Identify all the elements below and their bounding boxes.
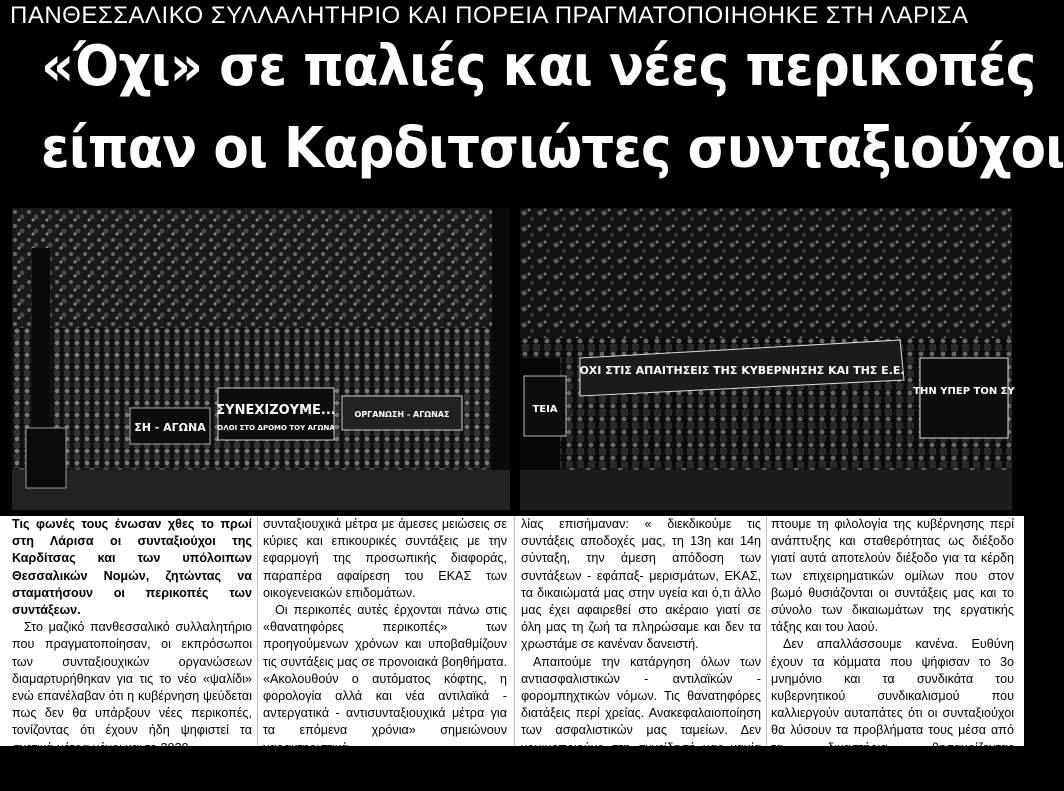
svg-text:ΣΗ - ΑΓΩΝΑ: ΣΗ - ΑΓΩΝΑ xyxy=(134,421,206,434)
article-paragraph: Οι περικοπές αυτές έρχονται πάνω στις «θανατηφόρες περικοπές» των προηγούμενων χρόνων και υποβαθμίζουν τις συντάξεις μας σε προνοιακά βοηθήματα. «Ακολουθούν ο αυτόματος κόφτης, η φορολογία αλλά και νέα αντιλαϊκά - αντεργατικά - αντισυνταξιουχικά μέτρα για τα επόμενα χρόνια» σημειώνουν χαρακτηριστικά. xyxy=(263,603,507,755)
column-divider xyxy=(257,516,258,746)
svg-text:ΟΛΟΙ ΣΤΟ ΔΡΟΜΟ ΤΟΥ ΑΓΩΝΑ: ΟΛΟΙ ΣΤΟ ΔΡΟΜΟ ΤΟΥ ΑΓΩΝΑ xyxy=(217,424,335,432)
photo-right-march xyxy=(520,208,1015,510)
banner-right-sign xyxy=(913,358,1015,438)
article-lead: Τις φωνές τους ένωσαν χθες το πρωί στη Λάρισα οι συνταξιούχοι της Καρδίτσας και των υπόλοιπων Θεσσαλικών Νομών, ζητώντας να σταματήσουν οι περικοπές των συντάξεων. xyxy=(12,517,252,618)
article-paragraph: Δεν απαλλάσσουμε κανένα. Ευθύνη έχουν τα κόμματα που ψήφισαν το 3ο μνημόνιο και τα συνδικάτα του κυβερνητικού συνδικαλισμού που καλλιεργούν αυταπάτες ότι οι συνταξιούχοι θα λύσουν τα προβλήματα τους μέσα από τα δικαστήρια θησαυρίζοντας μεγαλοδικηγορικά γραφεία απαλλάσσοντας την κυβέρνηση». xyxy=(771,637,1014,790)
kicker-heading: ΠΑΝΘΕΣΣΑΛΙΚΟ ΣΥΛΛΑΛΗΤΗΡΙΟ ΚΑΙ ΠΟΡΕΙΑ ΠΡΑΓΜΑΤΟΠΟΙΗΘΗΚΕ ΣΤΗ ΛΑΡΙΣΑ xyxy=(10,2,969,29)
article-column-4 xyxy=(771,516,1014,790)
banner-sh-agona xyxy=(130,408,210,444)
svg-text:ΟΧΙ ΣΤΙΣ ΑΠΑΙΤΗΣΕΙΣ ΤΗΣ ΚΥΒΕΡΝ: ΟΧΙ ΣΤΙΣ ΑΠΑΙΤΗΣΕΙΣ ΤΗΣ ΚΥΒΕΡΝΗΣΗΣ ΚΑΙ ΤΗΣ Ε.Ε. xyxy=(579,364,905,377)
article-paragraph: λίας επισήμαναν: « διεκδικούμε τις συντάξεις αποδοχές μας, τη 13η και 14η σύνταξη, την άμεση απόδοση των συντάξεων - εφάπαξ- μερισμάτων, ΕΚΑΣ, τα δικαιώματά μας στην υγεία και ό,τι άλλο μας έχει αφαιρεθεί στο ακέραιο γιατί σε όλη μας τη ζωή τα πληρώσαμε και δεν τα χρωστάμε σε κανέναν δανειστή. xyxy=(521,517,761,652)
column-divider xyxy=(766,516,767,746)
article-paragraph: συνταξιουχικά μέτρα με άμεσες μειώσεις σε κύριες και επικουρικές συντάξεις με την εφαρμογή της προσωπικής διαφοράς, παραπέρα αφαίρεση του ΕΚΑΣ των οικογενειακών επιδομάτων. xyxy=(263,517,507,600)
banner-synexizoume xyxy=(216,388,335,440)
svg-text:ΤΕΙΑ: ΤΕΙΑ xyxy=(532,404,558,415)
article-column-3 xyxy=(521,516,761,772)
headline-line-2: είπαν οι Καρδιτσιώτες συνταξιούχοι xyxy=(40,116,1064,181)
article-paragraph: πτουμε τη φιλολογία της κυβέρνησης περί ανάπτυξης και σταθερότητας ως διέξοδο γιατί αυτά αποτελούν διέξοδο για τα κέρδη των επιχειρηματικών ομίλων που στον βωμό θυσιάζονται οι συντάξεις μας και το σύνολο των δικαιωμάτων της εργατικής τάξης και του λαού. xyxy=(771,517,1014,635)
article-paragraph: Οι συνταξιούχοι επισημαίνουν πως η κυβέρνηση βάζει σε εφαρμογή τα νέα αντι- xyxy=(12,757,252,790)
photo-left-graphic xyxy=(12,208,510,510)
article-column-1 xyxy=(12,516,252,790)
column-divider xyxy=(514,516,515,746)
banner-organosi xyxy=(342,396,462,430)
article-paragraph: Στο μαζικό πανθεσσαλικό συλλαλητήριο που πραγματοποίησαν, οι εκπρόσωποι των συνταξιουχικών οργανώσεων διαμαρτυρήθηκαν για τις το νέο «ψαλίδι» ενώ επανέλαβαν ότι η κυβέρνηση ψεύδεται πως δεν θα υπάρξουν νέες περικοπές, τονίζοντας ότι έχουν ήδη ψηφιστεί τα σχετικά μέτρα μέχρι και το 2020. xyxy=(12,620,252,755)
svg-text:ΣΥΝΕΧΙΖΟΥΜΕ...: ΣΥΝΕΧΙΖΟΥΜΕ... xyxy=(216,403,336,418)
article-column-2 xyxy=(263,516,507,790)
svg-text:ΟΡΓΑΝΩΣΗ - ΑΓΩΝΑΣ: ΟΡΓΑΝΩΣΗ - ΑΓΩΝΑΣ xyxy=(354,410,450,419)
banner-left-sign xyxy=(524,376,566,436)
photo-left-protest xyxy=(12,208,510,510)
article-paragraph: Απαιτούμε την κατάργηση όλων των αντιασφαλιστικών - αντιλαϊκών - φορομπηχτικών νόμων. Τις θανατηφόρες διατάξεις περί χρείας. Ανακεφαλαιοποίηση των ασφαλιστικών μας ταμείων. Δεν νομιμοποιούμε στη συνείδησή μας καμία περικοπή. Απορρί- xyxy=(521,654,761,772)
svg-text:ΤΗΝ ΥΠΕΡ ΤΟΝ ΣΥ: ΤΗΝ ΥΠΕΡ ΤΟΝ ΣΥ xyxy=(913,386,1015,397)
photo-right-graphic xyxy=(520,208,1015,510)
headline-line-1: «Όχι» σε παλιές και νέες περικοπές xyxy=(40,34,1036,99)
article-paragraph: Οι συνταξιουχικές οργανώσεις της Θεσσα- xyxy=(263,757,507,790)
